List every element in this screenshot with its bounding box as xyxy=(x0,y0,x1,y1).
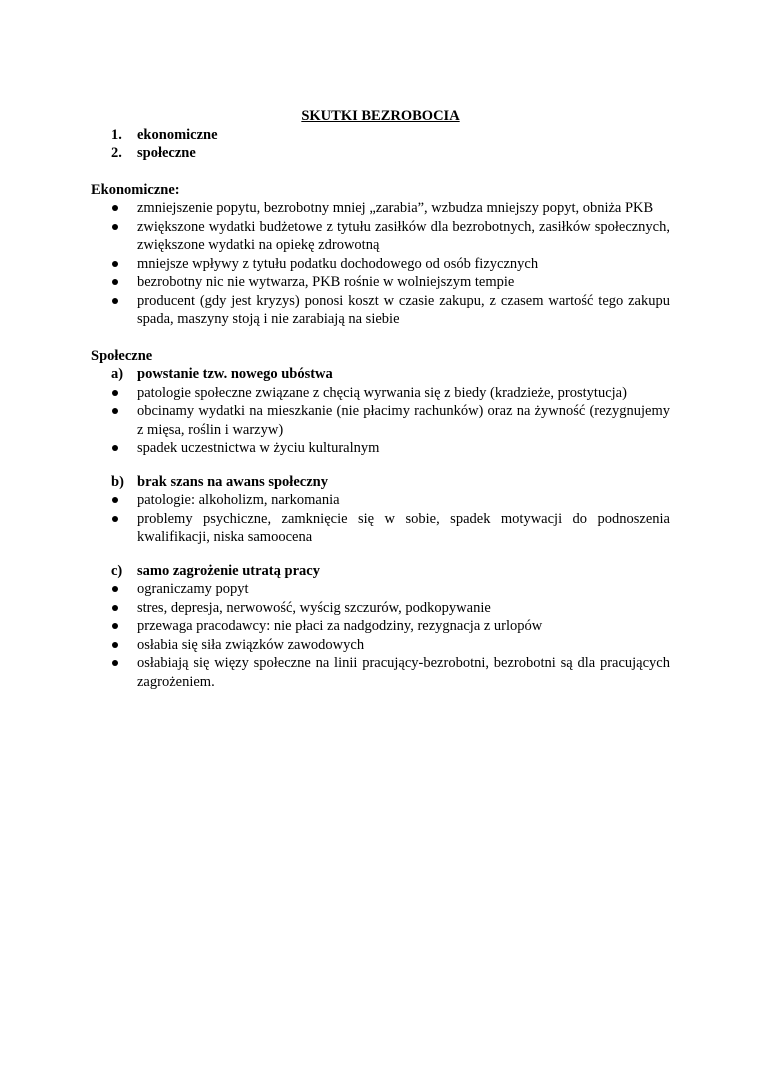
list-item-text: patologie społeczne związane z chęcią wyrwania się z biedy (kradzieże, prostytucja) xyxy=(137,384,627,401)
bullet-icon xyxy=(112,390,118,396)
list-item xyxy=(91,273,670,292)
list-item-text: przewaga pracodawcy: nie płaci za nadgodziny, rezygnacja z urlopów xyxy=(137,618,543,634)
list-item xyxy=(91,654,670,691)
list-item xyxy=(91,510,670,547)
subheading-title: powstanie tzw. nowego ubóstwa xyxy=(137,366,333,382)
bullet-icon xyxy=(112,261,118,267)
list-item xyxy=(91,599,670,618)
document-page xyxy=(91,107,670,691)
list-item-text: producent (gdy jest kryzys) ponosi koszt w czasie zakupu, z czasem wartość tego zakupu spada, maszyny stoją i nie zarabiają na siebie xyxy=(137,292,670,327)
list-item-text: osłabiają się więzy społeczne na linii pracujący-bezrobotni, bezrobotni są dla pracujących zagrożeniem. xyxy=(137,655,670,690)
list-item xyxy=(91,144,670,163)
list-item-text: problemy psychiczne, zamknięcie się w sobie, spadek motywacji do podnoszenia kwalifikacji, niska samoocena xyxy=(137,510,670,545)
bullet-icon xyxy=(112,605,118,611)
bullet-icon xyxy=(112,445,118,451)
list-item xyxy=(91,384,670,403)
bullet-icon xyxy=(112,279,118,285)
social-b-list xyxy=(91,491,670,547)
subheading-letter: b) xyxy=(111,473,124,490)
list-item xyxy=(91,580,670,599)
social-a-list xyxy=(91,384,670,458)
subheading-letter: c) xyxy=(111,562,123,579)
list-item-text: społeczne xyxy=(137,145,196,161)
list-item-text: patologie: alkoholizm, narkomania xyxy=(137,492,340,508)
list-item-text: osłabia się siła związków zawodowych xyxy=(137,636,365,653)
subheading-letter: a) xyxy=(111,366,124,382)
bullet-icon xyxy=(112,497,118,503)
economic-list xyxy=(91,199,670,329)
list-number: 2. xyxy=(111,145,122,161)
list-item-text: spadek uczestnictwa w życiu kulturalnym xyxy=(137,440,380,456)
list-item xyxy=(91,617,670,636)
list-item xyxy=(91,292,670,329)
list-item xyxy=(91,439,670,458)
bullet-icon xyxy=(112,298,118,304)
list-item xyxy=(91,402,670,439)
list-item-text: stres, depresja, nerwowość, wyścig szczurów, podkopywanie xyxy=(137,599,491,616)
list-item-text: bezrobotny nic nie wytwarza, PKB rośnie w wolniejszym tempie xyxy=(137,274,515,290)
intro-list xyxy=(91,126,670,163)
subheading-title: samo zagrożenie utratą pracy xyxy=(137,562,320,579)
social-subheading-c xyxy=(91,562,670,581)
bullet-icon xyxy=(112,660,118,666)
list-item-text: mniejsze wpływy z tytułu podatku dochodowego od osób fizycznych xyxy=(137,255,539,272)
list-item xyxy=(91,636,670,655)
social-heading: Społeczne xyxy=(91,347,153,364)
social-subheading-b xyxy=(91,473,670,492)
bullet-icon xyxy=(112,516,118,522)
list-item xyxy=(91,199,670,218)
list-item xyxy=(91,218,670,255)
bullet-icon xyxy=(112,224,118,230)
list-item-text: ograniczamy popyt xyxy=(137,581,249,597)
bullet-icon xyxy=(112,623,118,629)
social-subheading-a xyxy=(91,365,670,384)
social-c-list xyxy=(91,580,670,691)
list-item xyxy=(91,126,670,145)
bullet-icon xyxy=(112,408,118,414)
list-item-text: zwiększone wydatki budżetowe z tytułu zasiłków dla bezrobotnych, zasiłków społecznych, zwiększone wydatki na opiekę zdrowotną xyxy=(137,218,670,253)
list-item xyxy=(91,255,670,274)
subheading-title: brak szans na awans społeczny xyxy=(137,473,328,490)
bullet-icon xyxy=(112,586,118,592)
bullet-icon xyxy=(112,642,118,648)
page-title: SKUTKI BEZROBOCIA xyxy=(301,108,460,124)
bullet-icon xyxy=(112,205,118,211)
list-item xyxy=(91,491,670,510)
list-item-text: obcinamy wydatki na mieszkanie (nie płacimy rachunków) oraz na żywność (rezygnujemy z mięsa, roślin i warzyw) xyxy=(137,403,670,438)
list-number: 1. xyxy=(111,126,122,143)
list-item-text: ekonomiczne xyxy=(137,126,218,143)
list-item-text: zmniejszenie popytu, bezrobotny mniej „zarabia”, wzbudza mniejszy popyt, obniża PKB xyxy=(137,200,654,216)
economic-heading: Ekonomiczne: xyxy=(91,181,180,198)
